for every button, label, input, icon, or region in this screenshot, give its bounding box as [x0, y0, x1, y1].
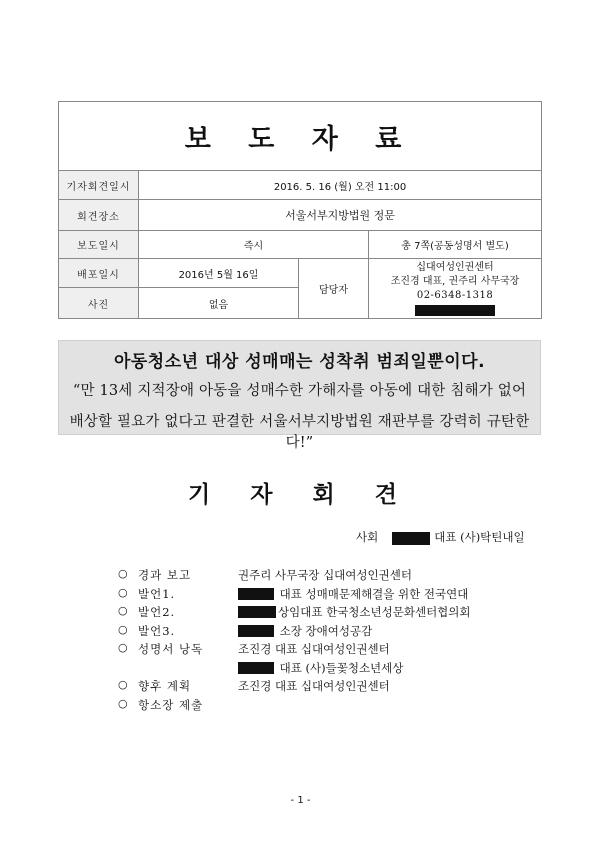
redaction-bar — [238, 662, 274, 674]
program-value: 소장 장애여성공감 — [279, 623, 373, 638]
contact-names: 조진경 대표, 권주리 사무국장 — [390, 275, 520, 287]
photo-label: 사진 — [59, 288, 139, 319]
program-label: 발언3. — [138, 623, 176, 638]
circle-bullet-icon: ○ — [118, 641, 128, 654]
program-label: 항소장 제출 — [138, 697, 204, 712]
distribution-value: 2016년 5월 16일 — [139, 259, 299, 288]
page-number: - 1 - — [290, 795, 311, 806]
headline-sub-line2: 배상할 필요가 없다고 판결한 서울서부지방법원 재판부를 강력히 규탄한다!” — [69, 414, 530, 451]
program-value: 대표 (사)들꽃청소년세상 — [279, 660, 404, 675]
document-title: 보 도 자 료 — [59, 102, 542, 171]
redaction-bar — [238, 606, 276, 618]
contact-info — [369, 259, 542, 319]
circle-bullet-icon: ○ — [118, 622, 128, 636]
program-label: 성명서 낭독 — [138, 642, 204, 656]
headline-box — [58, 340, 541, 451]
distribution-label: 배포일시 — [59, 259, 139, 288]
program-label: 발언2. — [138, 605, 176, 619]
circle-bullet-icon: ○ — [118, 567, 128, 580]
program-value: 대표 성매매문제해결을 위한 전국연대 — [279, 586, 469, 601]
photo-value: 없음 — [139, 288, 299, 319]
press-release-info-table — [58, 101, 542, 319]
program-label: 향후 계획 — [138, 679, 192, 693]
circle-bullet-icon: ○ — [118, 604, 128, 617]
redaction-bar — [238, 625, 274, 637]
circle-bullet-icon: ○ — [118, 585, 128, 599]
headline-sub-line1: “만 13세 지적장애 아동을 성매수한 가해자를 아동에 대한 침해가 없어 — [72, 383, 527, 399]
program-label: 발언1. — [138, 586, 176, 601]
venue-value: 서울서부지방법원 정문 — [139, 200, 542, 231]
circle-bullet-icon: ○ — [118, 696, 128, 710]
venue-label: 회견장소 — [59, 200, 139, 231]
host-line — [356, 529, 525, 545]
contact-phone: 02-6348-1318 — [416, 289, 494, 301]
program-value: 상임대표 한국청소년성문화센터협의회 — [278, 605, 471, 619]
redaction-bar — [392, 532, 430, 545]
release-label: 보도일시 — [59, 231, 139, 259]
program-value: 조진경 대표 십대여성인권센터 — [238, 679, 390, 693]
redaction-bar — [238, 588, 274, 600]
program-label: 경과 보고 — [138, 568, 192, 582]
headline-main: 아동청소년 대상 성매매는 성착취 범죄일뿐이다. — [113, 352, 486, 372]
circle-bullet-icon: ○ — [118, 678, 128, 691]
program-value: 권주리 사무국장 십대여성인권센터 — [238, 568, 412, 582]
redaction-bar — [415, 305, 495, 316]
host-suffix: 대표 (사)탁틴내일 — [434, 530, 525, 544]
conference-title: 기 자 회 견 — [188, 482, 413, 508]
pages-value: 총 7쪽(공동성명서 별도) — [369, 231, 542, 259]
contact-org: 십대여성인권센터 — [416, 261, 494, 273]
contact-label: 담당자 — [299, 259, 369, 319]
program-value: 조진경 대표 십대여성인권센터 — [238, 642, 390, 656]
host-prefix: 사회 — [356, 530, 379, 544]
press-date-label: 기자회견일시 — [59, 171, 139, 200]
release-value: 즉시 — [139, 231, 369, 259]
press-date-value: 2016. 5. 16 (월) 오전 11:00 — [139, 171, 542, 200]
